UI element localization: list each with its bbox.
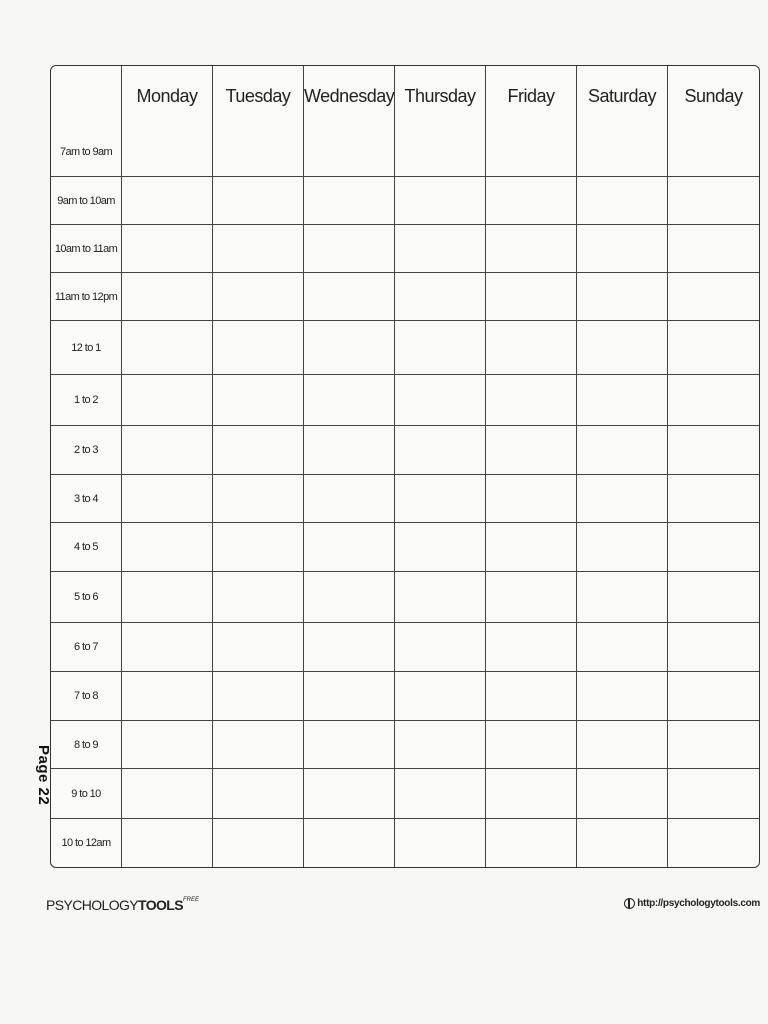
schedule-cell-thursday[interactable] bbox=[395, 321, 486, 375]
schedule-cell-wednesday[interactable] bbox=[304, 127, 395, 177]
schedule-cell-monday[interactable] bbox=[122, 177, 213, 225]
schedule-cell-saturday[interactable] bbox=[577, 127, 668, 177]
time-slot-label: 7am to 9am bbox=[51, 127, 122, 177]
schedule-cell-monday[interactable] bbox=[122, 426, 213, 475]
schedule-cell-monday[interactable] bbox=[122, 572, 213, 623]
schedule-cell-thursday[interactable] bbox=[395, 177, 486, 225]
schedule-cell-sunday[interactable] bbox=[668, 769, 759, 819]
time-slot-label: 12 to 1 bbox=[51, 321, 122, 375]
schedule-cell-wednesday[interactable] bbox=[304, 819, 395, 867]
schedule-cell-sunday[interactable] bbox=[668, 177, 759, 225]
schedule-cell-tuesday[interactable] bbox=[213, 225, 304, 273]
time-slot-row bbox=[51, 672, 759, 721]
schedule-cell-wednesday[interactable] bbox=[304, 672, 395, 721]
schedule-cell-friday[interactable] bbox=[486, 321, 577, 375]
schedule-cell-sunday[interactable] bbox=[668, 375, 759, 426]
schedule-cell-saturday[interactable] bbox=[577, 819, 668, 867]
schedule-cell-tuesday[interactable] bbox=[213, 177, 304, 225]
brand-text-plain: PSYCHOLOGY bbox=[46, 897, 139, 913]
schedule-cell-sunday[interactable] bbox=[668, 273, 759, 321]
schedule-cell-friday[interactable] bbox=[486, 475, 577, 523]
time-slot-row bbox=[51, 321, 759, 375]
schedule-cell-friday[interactable] bbox=[486, 426, 577, 475]
schedule-cell-tuesday[interactable] bbox=[213, 623, 304, 672]
schedule-cell-thursday[interactable] bbox=[395, 572, 486, 623]
time-slot-label: 11am to 12pm bbox=[51, 273, 122, 321]
time-slot-label: 9 to 10 bbox=[51, 769, 122, 819]
day-header-monday: Monday bbox=[122, 66, 213, 127]
schedule-cell-saturday[interactable] bbox=[577, 572, 668, 623]
day-header-tuesday: Tuesday bbox=[213, 66, 304, 127]
schedule-cell-friday[interactable] bbox=[486, 572, 577, 623]
time-slot-label: 8 to 9 bbox=[51, 721, 122, 769]
schedule-cell-monday[interactable] bbox=[122, 623, 213, 672]
time-slot-label: 3 to 4 bbox=[51, 475, 122, 523]
brand-free-tag: FREE bbox=[183, 897, 200, 903]
schedule-cell-friday[interactable] bbox=[486, 523, 577, 572]
time-slot-label: 1 to 2 bbox=[51, 375, 122, 426]
schedule-cell-saturday[interactable] bbox=[577, 321, 668, 375]
schedule-cell-monday[interactable] bbox=[122, 225, 213, 273]
schedule-cell-saturday[interactable] bbox=[577, 672, 668, 721]
schedule-cell-wednesday[interactable] bbox=[304, 523, 395, 572]
time-slot-row bbox=[51, 572, 759, 623]
time-slot-label: 4 to 5 bbox=[51, 523, 122, 572]
schedule-cell-monday[interactable] bbox=[122, 273, 213, 321]
schedule-cell-friday[interactable] bbox=[486, 375, 577, 426]
schedule-cell-thursday[interactable] bbox=[395, 273, 486, 321]
schedule-cell-tuesday[interactable] bbox=[213, 273, 304, 321]
schedule-cell-saturday[interactable] bbox=[577, 177, 668, 225]
schedule-cell-saturday[interactable] bbox=[577, 273, 668, 321]
day-header-row bbox=[51, 66, 759, 127]
time-slot-label: 6 to 7 bbox=[51, 623, 122, 672]
schedule-cell-wednesday[interactable] bbox=[304, 225, 395, 273]
schedule-cell-saturday[interactable] bbox=[577, 769, 668, 819]
schedule-cell-thursday[interactable] bbox=[395, 375, 486, 426]
page-number-label: Page 22 bbox=[35, 745, 52, 806]
schedule-cell-saturday[interactable] bbox=[577, 721, 668, 769]
time-slot-label: 9am to 10am bbox=[51, 177, 122, 225]
schedule-body bbox=[51, 127, 759, 867]
schedule-cell-friday[interactable] bbox=[486, 225, 577, 273]
schedule-cell-thursday[interactable] bbox=[395, 426, 486, 475]
day-header-saturday: Saturday bbox=[577, 66, 668, 127]
time-slot-row bbox=[51, 426, 759, 475]
schedule-cell-wednesday[interactable] bbox=[304, 475, 395, 523]
schedule-cell-monday[interactable] bbox=[122, 321, 213, 375]
time-slot-row bbox=[51, 819, 759, 867]
schedule-cell-monday[interactable] bbox=[122, 523, 213, 572]
schedule-cell-wednesday[interactable] bbox=[304, 572, 395, 623]
time-slot-label: 10am to 11am bbox=[51, 225, 122, 273]
schedule-cell-thursday[interactable] bbox=[395, 127, 486, 177]
schedule-cell-thursday[interactable] bbox=[395, 475, 486, 523]
time-slot-row bbox=[51, 273, 759, 321]
time-slot-label: 10 to 12am bbox=[51, 819, 122, 867]
day-header-friday: Friday bbox=[486, 66, 577, 127]
schedule-cell-tuesday[interactable] bbox=[213, 321, 304, 375]
schedule-cell-tuesday[interactable] bbox=[213, 127, 304, 177]
schedule-cell-friday[interactable] bbox=[486, 769, 577, 819]
schedule-cell-sunday[interactable] bbox=[668, 426, 759, 475]
schedule-cell-monday[interactable] bbox=[122, 769, 213, 819]
time-slot-row bbox=[51, 475, 759, 523]
schedule-cell-wednesday[interactable] bbox=[304, 426, 395, 475]
website-footer bbox=[624, 898, 760, 909]
schedule-cell-tuesday[interactable] bbox=[213, 375, 304, 426]
schedule-cell-saturday[interactable] bbox=[577, 375, 668, 426]
schedule-cell-thursday[interactable] bbox=[395, 672, 486, 721]
schedule-cell-wednesday[interactable] bbox=[304, 177, 395, 225]
schedule-cell-sunday[interactable] bbox=[668, 819, 759, 867]
schedule-cell-saturday[interactable] bbox=[577, 475, 668, 523]
schedule-cell-sunday[interactable] bbox=[668, 623, 759, 672]
time-slot-row bbox=[51, 721, 759, 769]
schedule-cell-saturday[interactable] bbox=[577, 523, 668, 572]
schedule-cell-monday[interactable] bbox=[122, 819, 213, 867]
time-slot-label: 7 to 8 bbox=[51, 672, 122, 721]
schedule-cell-friday[interactable] bbox=[486, 819, 577, 867]
schedule-cell-tuesday[interactable] bbox=[213, 523, 304, 572]
schedule-cell-thursday[interactable] bbox=[395, 523, 486, 572]
schedule-cell-saturday[interactable] bbox=[577, 623, 668, 672]
schedule-cell-sunday[interactable] bbox=[668, 523, 759, 572]
time-slot-label: 2 to 3 bbox=[51, 426, 122, 475]
corner-cell bbox=[51, 66, 122, 127]
schedule-cell-sunday[interactable] bbox=[668, 475, 759, 523]
website-url: http://psychologytools.com bbox=[637, 898, 760, 909]
schedule-cell-sunday[interactable] bbox=[668, 127, 759, 177]
schedule-cell-monday[interactable] bbox=[122, 127, 213, 177]
schedule-cell-wednesday[interactable] bbox=[304, 321, 395, 375]
schedule-cell-friday[interactable] bbox=[486, 127, 577, 177]
schedule-cell-thursday[interactable] bbox=[395, 225, 486, 273]
time-slot-row bbox=[51, 127, 759, 177]
schedule-cell-wednesday[interactable] bbox=[304, 623, 395, 672]
time-slot-row bbox=[51, 623, 759, 672]
globe-icon bbox=[624, 898, 635, 909]
schedule-cell-thursday[interactable] bbox=[395, 721, 486, 769]
schedule-cell-wednesday[interactable] bbox=[304, 721, 395, 769]
day-header-sunday: Sunday bbox=[684, 86, 743, 106]
schedule-cell-wednesday[interactable] bbox=[304, 375, 395, 426]
psychology-tools-logo bbox=[46, 897, 199, 913]
schedule-cell-saturday[interactable] bbox=[577, 225, 668, 273]
schedule-cell-monday[interactable] bbox=[122, 475, 213, 523]
schedule-cell-tuesday[interactable] bbox=[213, 475, 304, 523]
schedule-cell-friday[interactable] bbox=[486, 672, 577, 721]
schedule-cell-monday[interactable] bbox=[122, 721, 213, 769]
schedule-cell-saturday[interactable] bbox=[577, 426, 668, 475]
schedule-cell-wednesday[interactable] bbox=[304, 273, 395, 321]
schedule-cell-thursday[interactable] bbox=[395, 769, 486, 819]
brand-text-bold: TOOLS bbox=[138, 897, 183, 913]
schedule-cell-tuesday[interactable] bbox=[213, 769, 304, 819]
schedule-cell-thursday[interactable] bbox=[395, 623, 486, 672]
time-slot-row bbox=[51, 769, 759, 819]
schedule-cell-friday[interactable] bbox=[486, 623, 577, 672]
schedule-cell-monday[interactable] bbox=[122, 375, 213, 426]
schedule-cell-sunday[interactable] bbox=[668, 672, 759, 721]
time-slot-row bbox=[51, 177, 759, 225]
schedule-cell-friday[interactable] bbox=[486, 721, 577, 769]
weekly-schedule-table bbox=[50, 65, 760, 868]
schedule-cell-sunday[interactable] bbox=[668, 721, 759, 769]
day-header-thursday: Thursday bbox=[395, 66, 486, 127]
day-header-wednesday: Wednesday bbox=[304, 66, 395, 127]
time-slot-row bbox=[51, 523, 759, 572]
schedule-cell-wednesday[interactable] bbox=[304, 769, 395, 819]
schedule-cell-friday[interactable] bbox=[486, 273, 577, 321]
schedule-cell-sunday[interactable] bbox=[668, 225, 759, 273]
schedule-cell-tuesday[interactable] bbox=[213, 721, 304, 769]
schedule-cell-thursday[interactable] bbox=[395, 819, 486, 867]
time-slot-row bbox=[51, 375, 759, 426]
schedule-cell-tuesday[interactable] bbox=[213, 672, 304, 721]
schedule-cell-tuesday[interactable] bbox=[213, 819, 304, 867]
time-slot-row bbox=[51, 225, 759, 273]
schedule-cell-monday[interactable] bbox=[122, 672, 213, 721]
schedule-cell-tuesday[interactable] bbox=[213, 572, 304, 623]
time-slot-label: 5 to 6 bbox=[51, 572, 122, 623]
schedule-cell-sunday[interactable] bbox=[668, 572, 759, 623]
schedule-cell-tuesday[interactable] bbox=[213, 426, 304, 475]
schedule-cell-sunday[interactable] bbox=[668, 321, 759, 375]
schedule-cell-friday[interactable] bbox=[486, 177, 577, 225]
